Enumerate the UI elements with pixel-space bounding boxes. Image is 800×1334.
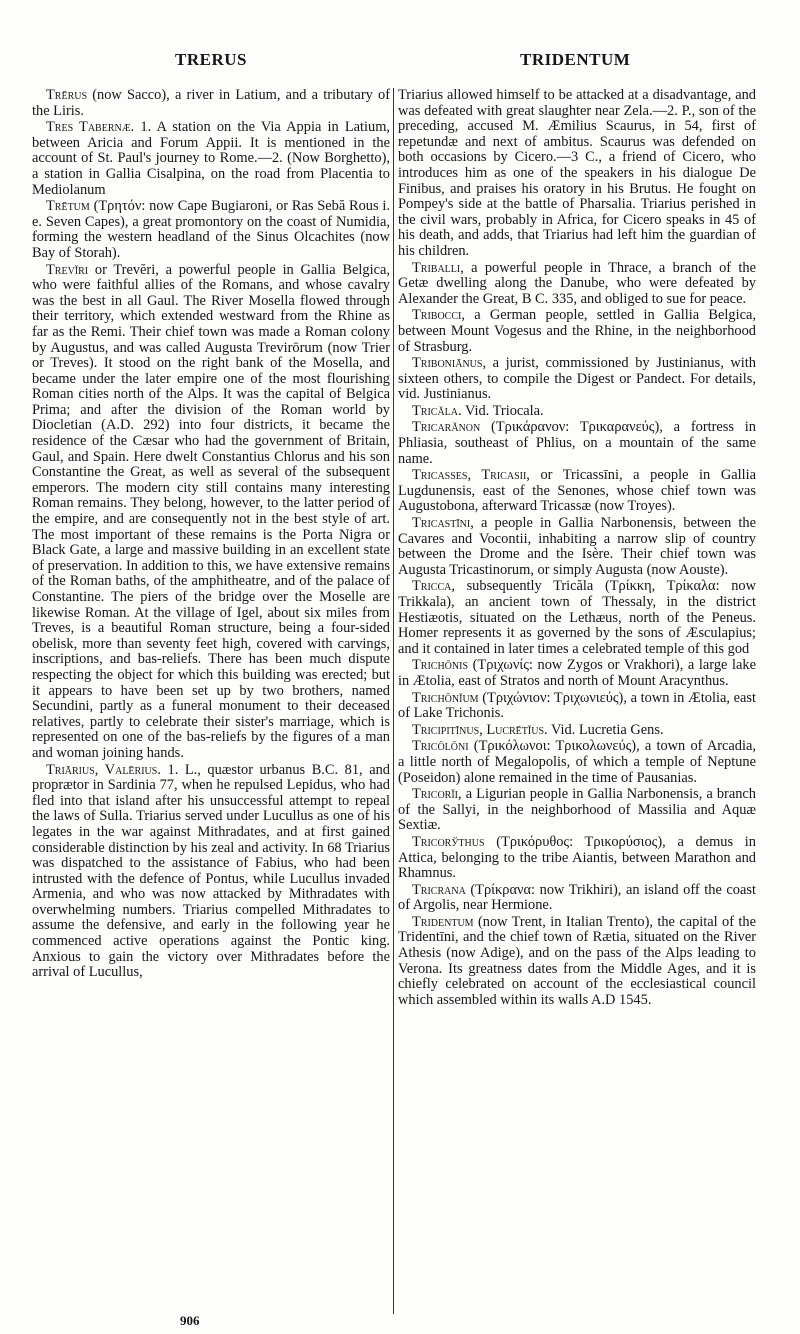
entry-text: (Τρητόν: now Cape Bugiaroni, or Ras Sebă Rous i. e. Seven Capes), a great promontory on the coast of Numidia, forming the western headland of the Sinus Olcachites (now Bay of Storah). (32, 198, 390, 261)
headword: Tres Tabernæ. (46, 119, 135, 136)
headword: Tricorĭi, (412, 786, 462, 803)
entry-text: Triarius allowed himself to be attacked at a disadvantage, and was defeated with great slaughter near Zela.—2. P., son of the preceding, accused M. Æmilius Scaurus, in 54, first of repetundæ and next of ambitus. Scaurus was defended on both occasions by Cicero.—3 C., a friend of Cicero, who introduces him as one of the speakers in his dialogue De Finibus, and praises his oratory in his Brutus. He fought on Pompey's side at the battle of Pharsalia. Triarius perished in the civil wars, probably in Africa, for Cicero speaks in 45 of his death, and adds, that Triarius had left him the guardian of his children. (398, 87, 756, 259)
entry (398, 787, 756, 834)
entry (398, 658, 756, 689)
entry-text: Vid. Lucretia Gens. (547, 721, 664, 738)
page-number: 906 (180, 1313, 200, 1328)
entry-continuation (398, 88, 756, 260)
entry-text: a jurist, commissioned by Justinianus, with sixteen others, to compile the Digest or Pandect. For details, vid. Justinianus. (398, 355, 756, 403)
entry (398, 723, 756, 739)
entry-text: a powerful people in Thrace, a branch of the Getæ dwelling along the Danube, who were defeated by Alexander the Great, B C. 335, and obliged to sue for peace. (398, 259, 756, 307)
entry (398, 404, 756, 420)
entry (398, 308, 756, 355)
entry-text: (Τρικόλωνοι: Τρικολωνεύς), a town of Arcadia, a little north of Megalopolis, of which a temple of Neptune (Poseidon) alone remained in the time of Pausanias. (398, 738, 756, 786)
header-left: TRERUS (175, 50, 247, 69)
entry (32, 263, 390, 762)
entry (398, 261, 756, 308)
entry-text: Vid. Triocala. (461, 402, 544, 419)
right-column (398, 88, 756, 1009)
headword: Tricarănon (412, 419, 481, 436)
entry-text: subsequently Tricăla (Τρίκκη, Τρίκαλα: now Trikkala), an ancient town of Thessaly, in the district Hestiæotis, situated on the Lethæus, north of the Peneus. Homer represents it as governed by the sons of Æsculapius; and it contained in later times a celebrated temple of this god (398, 578, 756, 657)
headword: Tricorўthus (412, 833, 485, 850)
headword: Tricrana (412, 881, 466, 898)
entry-text: a German people, settled in Gallia Belgica, between Mount Vogesus and the Rhine, in the neighborhood of Strasburg. (398, 307, 756, 355)
left-column (32, 88, 390, 982)
entry-text: or Tricassīni, a people in Gallia Lugdunensis, east of the Senones, whose chief town was Augustobona, afterward Tricassæ (now Troyes). (398, 467, 756, 515)
header-right: TRIDENTUM (520, 50, 631, 69)
column-divider (393, 88, 394, 1314)
entry-text: (now Sacco), a river in Latium, and a tributary of the Liris. (32, 87, 390, 119)
headword: Trichōnis (412, 657, 469, 674)
entry-text: (Τρίκρανα: now Trikhiri), an island off the coast of Argolis, near Hermione. (398, 881, 756, 914)
entry (32, 763, 390, 981)
entry (398, 691, 756, 722)
entry (398, 356, 756, 403)
headword: Tribocci, (412, 307, 465, 324)
headword: Tricipitīnus, Lucrētĭus. (412, 721, 548, 738)
entry (398, 420, 756, 467)
headword: Trērus (46, 87, 88, 103)
entry (32, 88, 390, 119)
entry-text: 1. A station on the Via Appia in Latium, between Aricia and Forum Appii. It is mentioned in the account of St. Paul's journey to Rome.—2. (Now Borghetto), a station in Gallia Cisalpina, on the road from Placentia to Mediolanum (32, 119, 391, 198)
headword: Trētum (46, 198, 90, 215)
entry-text: a Ligurian people in Gallia Narbonensis, a branch of the Sallyi, in the neighborhood of Massilia and Aquæ Sextiæ. (398, 786, 756, 834)
entry (398, 915, 756, 1009)
entry (398, 835, 756, 882)
entry (398, 883, 756, 914)
entry-text: (Τρικόρυθος: Τρικορύσιος), a demus in Attica, belonging to the tribe Aiantis, between Marathon and Rhamnus. (398, 833, 756, 882)
running-header (0, 50, 800, 74)
entry-text: (Τρικάρανον: Τρικαρανεύς), a fortress in Phliasia, southeast of Phlius, on a mountain of the same name. (398, 419, 756, 467)
entry (32, 120, 390, 198)
entry (398, 516, 756, 578)
headword: Tricastīni, (412, 515, 474, 532)
entry-text: or Trevĕri, a powerful people in Gallia Belgica, who were faithful allies of the Romans, and whose cavalry was the best in all Gaul. The River Mosella flowed through their territory, which extended westward from the Rhine as far as the Remi. Their chief town was made a Roman colony by Augustus, and was called Augusta Trevirōrum (now Trier or Treves). It stood on the right bank of the Mosella, and became under the later empire one of the most flourishing Roman cities north of the Alps. It was the capital of Belgica Prima; and after the division of the Roman world by Diocletian (A.D. 292) into four districts, it became the residence of the Cæsar who had the government of Britain, Gaul, and Spain. Here dwelt Constantius Chlorus and his son Constantine the Great, as well as several of the subsequent emperors. The modern city still contains many interesting Roman remains. They belong, however, to the latter period of the empire, and are consequently not in the best style of art. The most important of these remains is the Porta Nigra or Black Gate, a large and massive building in an excellent state of preservation. In addition to this, we have extensive remains of the Roman baths, of the amphitheatre, and of the palace of Constantine. The piers of the bridge over the Moselle are likewise Roman. At the village of Igel, about six miles from Treves, is a beautiful Roman structure, being a four-sided obelisk, more than seventy feet high, covered with carvings, inscriptions, and bas-reliefs. There has been much dispute respecting the object for which this building was erected; but it appears to have been set up by two brothers, named Secundini, partly as a funeral monument to their deceased relatives, partly to celebrate their sister's marriage, which is represented on one of the bas-reliefs by the figures of a man and woman joining hands. (32, 261, 390, 761)
headword: Tridentum (412, 913, 474, 930)
headword: Triārius, Valērius. (46, 761, 161, 778)
headword: Tricasses, Tricasii, (412, 467, 530, 484)
entry-text: 1. L., quæstor urbanus B.C. 81, and proprætor in Sardinia 77, when he repulsed Lepidus, who had fled into that island after his unsuccessful attempt to repeal the laws of Sulla. Triarius served under Lucullus as one of his legates in the war against Mithradates, and at first gained considerable distinction by his zeal and activity. In 68 Triarius was dispatched to the assistance of Fabius, who had been intrusted with the defence of Pontus, while Lucullus invaded Armenia, and who was now attacked by Mithradates with overwhelming numbers. Triarius compelled Mithradates to assume the defensive, and early in the following year he commenced active operations against the Pontic king. Anxious to gain the victory over Mithradates before the arrival of Lucullus, (32, 761, 390, 981)
entry-text: (Τριχωνίς: now Zygos or Vrakhori), a large lake in Ætolia, east of Stratos and north of Mount Aracynthus. (398, 657, 756, 689)
headword: Tricca, (412, 578, 455, 595)
headword: Triboniānus, (412, 355, 487, 372)
entry-text: (Τριχώνιον: Τριχωνιεύς), a town in Ætolia, east of Lake Trichonis. (398, 689, 756, 722)
entry-text: (now Trent, in Italian Trento), the capital of the Tridentīni, and the chief town of Rætia, situated on the River Athesis (now Adige), and on the pass of the Alps leading to Verona. Its greatness dates from the Middle Ages, and it is chiefly celebrated on account of the ecclesiastical council which assembled within its walls A.D 1545. (398, 913, 756, 1008)
entry (32, 199, 390, 261)
headword: Tricŏlōni (412, 738, 469, 755)
headword: Triballi, (412, 259, 464, 276)
entry (398, 579, 756, 657)
headword: Trichōnĭum (412, 689, 479, 706)
headword: Trevĭri (46, 261, 89, 278)
headword: Tricăla. (412, 402, 462, 419)
entry-text: a people in Gallia Narbonensis, between the Cavares and Vocontii, inhabiting a narrow slip of country between the Drome and the Isère. Their chief town was Augusta Tricastinorum, or simply Augusta (now Aouste). (398, 515, 756, 578)
entry (398, 468, 756, 515)
entry (398, 739, 756, 786)
